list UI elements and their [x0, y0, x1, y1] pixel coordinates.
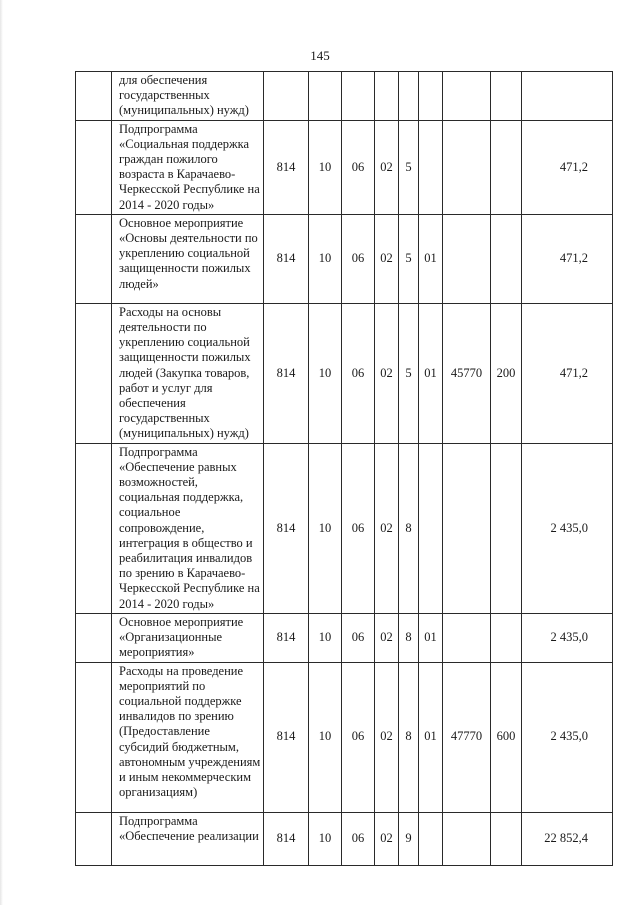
- amount: 2 435,0: [522, 613, 613, 662]
- amount: 471,2: [522, 120, 613, 214]
- measure-code: [419, 443, 443, 613]
- row-name: для обеспечения государственных (муниципальных) нужд): [112, 72, 264, 121]
- expense-type-code: 600: [491, 662, 522, 812]
- direction-code: [443, 443, 491, 613]
- blank-cell: [76, 812, 112, 865]
- expense-type-code: [491, 812, 522, 865]
- amount: 2 435,0: [522, 443, 613, 613]
- subprogram-code: 8: [399, 662, 419, 812]
- section-code: 10: [309, 662, 342, 812]
- measure-code: [419, 72, 443, 121]
- measure-code: [419, 120, 443, 214]
- program-code: 02: [375, 662, 399, 812]
- program-code: 02: [375, 303, 399, 443]
- subsection-code: 06: [342, 812, 375, 865]
- subprogram-code: 5: [399, 303, 419, 443]
- amount: 22 852,4: [522, 812, 613, 865]
- table-row: [76, 812, 613, 865]
- section-code: 10: [309, 812, 342, 865]
- subprogram-code: [399, 72, 419, 121]
- subsection-code: 06: [342, 303, 375, 443]
- subsection-code: 06: [342, 613, 375, 662]
- expense-type-code: [491, 72, 522, 121]
- expense-type-code: [491, 443, 522, 613]
- page-number: 145: [310, 48, 330, 63]
- direction-code: [443, 214, 491, 303]
- blank-cell: [76, 120, 112, 214]
- table-row: [76, 662, 613, 812]
- expense-type-code: [491, 613, 522, 662]
- direction-code: [443, 120, 491, 214]
- subsection-code: [342, 72, 375, 121]
- section-code: 10: [309, 120, 342, 214]
- ministry-code: 814: [264, 120, 309, 214]
- subprogram-code: 5: [399, 120, 419, 214]
- ministry-code: 814: [264, 443, 309, 613]
- blank-cell: [76, 613, 112, 662]
- section-code: 10: [309, 303, 342, 443]
- table-row: [76, 443, 613, 613]
- expense-type-code: [491, 120, 522, 214]
- subsection-code: 06: [342, 214, 375, 303]
- measure-code: 01: [419, 303, 443, 443]
- ministry-code: 814: [264, 613, 309, 662]
- ministry-code: 814: [264, 214, 309, 303]
- row-name: Подпрограмма «Социальная поддержка граждан пожилого возраста в Карачаево-Черкесской Республике на 2014 - 2020 годы»: [112, 120, 264, 214]
- budget-table: [75, 71, 613, 866]
- blank-cell: [76, 303, 112, 443]
- row-name: Основное мероприятие «Организационные мероприятия»: [112, 613, 264, 662]
- ministry-code: 814: [264, 812, 309, 865]
- subsection-code: 06: [342, 662, 375, 812]
- table-row: [76, 613, 613, 662]
- amount: [522, 72, 613, 121]
- direction-code: 47770: [443, 662, 491, 812]
- blank-cell: [76, 662, 112, 812]
- expense-type-code: [491, 214, 522, 303]
- ministry-code: 814: [264, 662, 309, 812]
- direction-code: [443, 72, 491, 121]
- program-code: 02: [375, 812, 399, 865]
- direction-code: [443, 812, 491, 865]
- table-row: [76, 303, 613, 443]
- direction-code: [443, 613, 491, 662]
- direction-code: 45770: [443, 303, 491, 443]
- measure-code: 01: [419, 613, 443, 662]
- ministry-code: [264, 72, 309, 121]
- blank-cell: [76, 443, 112, 613]
- row-name: Основное мероприятие «Основы деятельности по укреплению социальной защищенности пожилых людей»: [112, 214, 264, 303]
- measure-code: [419, 812, 443, 865]
- row-name: Подпрограмма «Обеспечение равных возможностей, социальная поддержка, социальное сопровождение, интеграция в общество и реабилитация инвалидов по зрению в Карачаево-Черкесской Республике на 2014 - 2020 годы»: [112, 443, 264, 613]
- blank-cell: [76, 214, 112, 303]
- program-code: 02: [375, 613, 399, 662]
- section-code: 10: [309, 443, 342, 613]
- row-name: Расходы на проведение мероприятий по социальной поддержке инвалидов по зрению (Предоставление субсидий бюджетным, автономным учреждениям и иным некоммерческим организациям): [112, 662, 264, 812]
- subprogram-code: 8: [399, 613, 419, 662]
- subsection-code: 06: [342, 120, 375, 214]
- table-row: [76, 72, 613, 121]
- row-name: Расходы на основы деятельности по укреплению социальной защищенности пожилых людей (Закупка товаров, работ и услуг для обеспечения государственных (муниципальных) нужд): [112, 303, 264, 443]
- expense-type-code: 200: [491, 303, 522, 443]
- amount: 471,2: [522, 303, 613, 443]
- program-code: 02: [375, 214, 399, 303]
- program-code: [375, 72, 399, 121]
- table-row: [76, 214, 613, 303]
- subprogram-code: 5: [399, 214, 419, 303]
- subsection-code: 06: [342, 443, 375, 613]
- section-code: 10: [309, 214, 342, 303]
- page-edge-shadow: [0, 0, 3, 905]
- measure-code: 01: [419, 662, 443, 812]
- program-code: 02: [375, 120, 399, 214]
- amount: 471,2: [522, 214, 613, 303]
- section-code: 10: [309, 613, 342, 662]
- blank-cell: [76, 72, 112, 121]
- measure-code: 01: [419, 214, 443, 303]
- row-name: Подпрограмма «Обеспечение реализации: [112, 812, 264, 865]
- program-code: 02: [375, 443, 399, 613]
- subprogram-code: 8: [399, 443, 419, 613]
- table-row: [76, 120, 613, 214]
- subprogram-code: 9: [399, 812, 419, 865]
- ministry-code: 814: [264, 303, 309, 443]
- amount: 2 435,0: [522, 662, 613, 812]
- section-code: [309, 72, 342, 121]
